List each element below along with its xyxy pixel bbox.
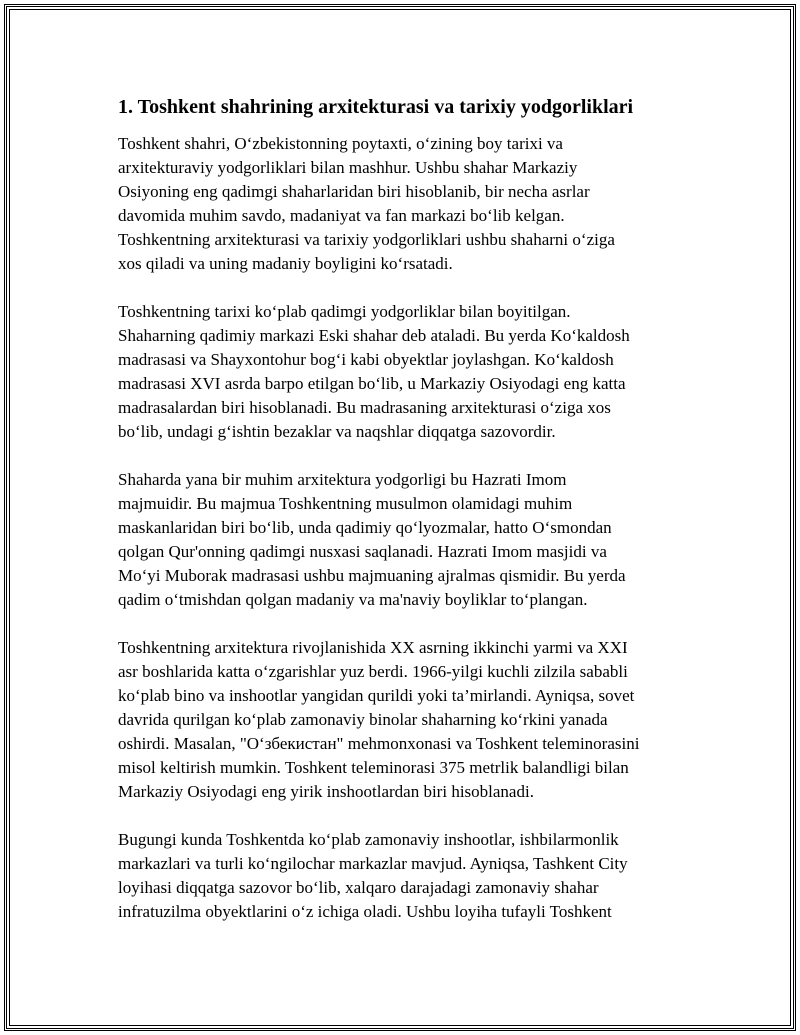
paragraph-history: [118, 300, 698, 444]
text-line: Osiyoning eng qadimgi shaharlaridan biri hisoblanib, bir necha asrlar: [118, 182, 590, 201]
paragraph-hazrati-imom: [118, 468, 698, 612]
text-line: madrasalardan biri hisoblanadi. Bu madrasaning arxitekturasi o‘ziga xos: [118, 398, 611, 417]
text-line: majmuidir. Bu majmua Toshkentning musulmon olamidagi muhim: [118, 494, 573, 513]
text-line: xos qiladi va uning madaniy boyligini ko‘rsatadi.: [118, 254, 453, 273]
text-line: Bugungi kunda Toshkentda ko‘plab zamonaviy inshootlar, ishbilarmonlik: [118, 830, 619, 849]
text-line: Toshkent shahri, O‘zbekistonning poytaxti, o‘zining boy tarixi va: [118, 134, 563, 153]
text-line: markazlari va turli ko‘ngilochar markazlar mavjud. Ayniqsa, Tashkent City: [118, 854, 628, 873]
text-line: maskanlaridan biri bo‘lib, unda qadimiy qo‘lyozmalar, hatto O‘smondan: [118, 518, 612, 537]
text-line: Shaharda yana bir muhim arxitektura yodgorligi bu Hazrati Imom: [118, 470, 567, 489]
paragraph-modern-architecture: [118, 636, 698, 804]
text-line: infratuzilma obyektlarini o‘z ichiga oladi. Ushbu loyiha tufayli Toshkent: [118, 902, 612, 921]
document-body: [118, 94, 698, 948]
text-line: arxitekturaviy yodgorliklari bilan mashhur. Ushbu shahar Markaziy: [118, 158, 578, 177]
text-line: madrasasi XVI asrda barpo etilgan bo‘lib, u Markaziy Osiyodagi eng katta: [118, 374, 626, 393]
text-line: bo‘lib, undagi g‘ishtin bezaklar va naqshlar diqqatga sazovordir.: [118, 422, 556, 441]
section-title: 1. Toshkent shahrining arxitekturasi va tarixiy yodgorliklari: [118, 96, 634, 118]
text-line: Mo‘yi Muborak madrasasi ushbu majmuaning ajralmas qismidir. Bu yerda: [118, 566, 626, 585]
text-line: qolgan Qur'onning qadimgi nusxasi saqlanadi. Hazrati Imom masjidi va: [118, 542, 607, 561]
text-line: Shaharning qadimiy markazi Eski shahar deb ataladi. Bu yerda Ko‘kaldosh: [118, 326, 630, 345]
text-line: qadim o‘tmishdan qolgan madaniy va ma'naviy boyliklar to‘plangan.: [118, 590, 588, 609]
text-line: davrida qurilgan ko‘plab zamonaviy binolar shaharning ko‘rkini yanada: [118, 710, 608, 729]
text-line: Toshkentning tarixi ko‘plab qadimgi yodgorliklar bilan boyitilgan.: [118, 302, 571, 321]
text-line: Markaziy Osiyodagi eng yirik inshootlardan biri hisoblanadi.: [118, 782, 534, 801]
text-line: davomida muhim savdo, madaniyat va fan markazi bo‘lib kelgan.: [118, 206, 565, 225]
text-line: misol keltirish mumkin. Toshkent teleminorasi 375 metrlik balandligi bilan: [118, 758, 629, 777]
text-line: Toshkentning arxitekturasi va tarixiy yodgorliklari ushbu shaharni o‘ziga: [118, 230, 615, 249]
text-line: madrasasi va Shayxontohur bog‘i kabi obyektlar joylashgan. Ko‘kaldosh: [118, 350, 614, 369]
text-line: loyihasi diqqatga sazovor bo‘lib, xalqaro darajadagi zamonaviy shahar: [118, 878, 599, 897]
paragraph-today: [118, 828, 698, 924]
paragraph-intro: [118, 132, 698, 276]
text-line: oshirdi. Masalan, "Oʻзбекистан" mehmonxonasi va Toshkent teleminorasini: [118, 734, 640, 753]
text-line: Toshkentning arxitektura rivojlanishida XX asrning ikkinchi yarmi va XXI: [118, 638, 628, 657]
text-line: asr boshlarida katta o‘zgarishlar yuz berdi. 1966-yilgi kuchli zilzila sababli: [118, 662, 628, 681]
text-line: ko‘plab bino va inshootlar yangidan qurildi yoki ta’mirlandi. Ayniqsa, sovet: [118, 686, 635, 705]
